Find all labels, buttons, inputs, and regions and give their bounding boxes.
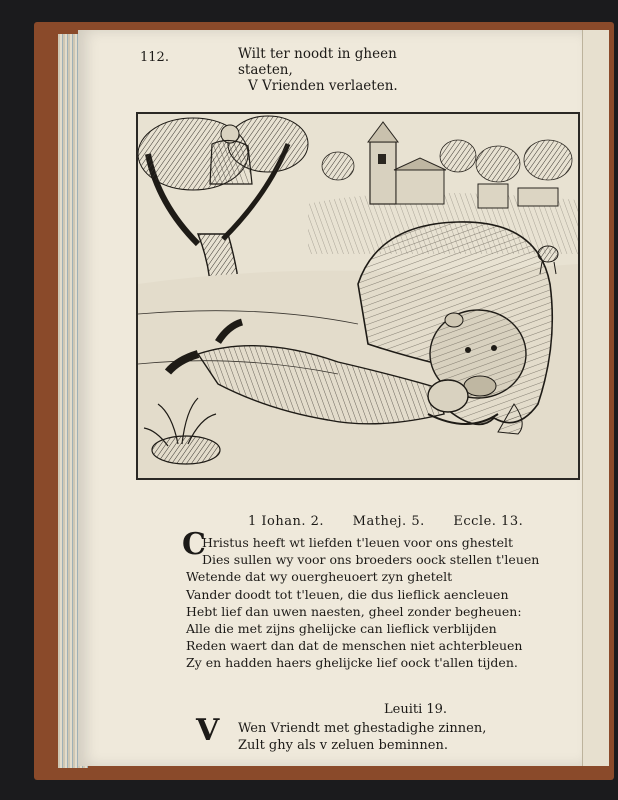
poem-line-4: Vander doodt tot t'leuen, die dus lieflick aencleuen	[186, 586, 509, 602]
reference-3: Eccle. 13.	[453, 514, 524, 529]
closing-motto	[206, 720, 486, 754]
engraving-illustration	[136, 112, 580, 480]
reference-2: Mathej. 5.	[352, 514, 425, 529]
page-number: 112.	[140, 50, 169, 65]
header-line-2: V Vrienden verlaeten.	[248, 78, 398, 94]
scripture-references	[248, 514, 548, 529]
header-line-1: Wilt ter noodt in gheen staeten,	[238, 46, 397, 78]
book-page	[78, 30, 582, 766]
poem-line-2: Dies sullen wy voor ons broeders oock stellen t'leuen	[202, 552, 540, 568]
closing-reference: Leuiti 19.	[384, 702, 448, 717]
motto-line-2: Zult ghy als v zeluen beminnen.	[238, 738, 448, 753]
poem-line-1: Hristus heeft wt liefden t'leuen voor ons ghestelt	[202, 535, 514, 550]
closing-dropcap: V	[196, 713, 220, 748]
poem-line-6: Alle die met zijns ghelijcke can lieflick verblijden	[186, 621, 497, 637]
poem-line-5: Hebt lief dan uwen naesten, gheel zonder begheuen:	[186, 603, 522, 619]
page-header	[238, 46, 428, 94]
poem-line-7: Reden waert dan dat de menschen niet achterbleuen	[186, 638, 523, 654]
poem-line-3: Wetende dat wy ouergheuoert zyn ghetelt	[186, 569, 453, 585]
poem-dropcap: C	[182, 527, 206, 562]
poem-line-8: Zy en hadden haers ghelijcke lief oock t'allen tijden.	[186, 655, 518, 671]
engraving-bear-and-man	[138, 114, 578, 478]
motto-line-1: Wen Vriendt met ghestadighe zinnen,	[238, 721, 487, 736]
facing-page-edge	[582, 30, 609, 766]
poem-text	[186, 534, 576, 672]
reference-1: 1 Iohan. 2.	[248, 514, 325, 529]
